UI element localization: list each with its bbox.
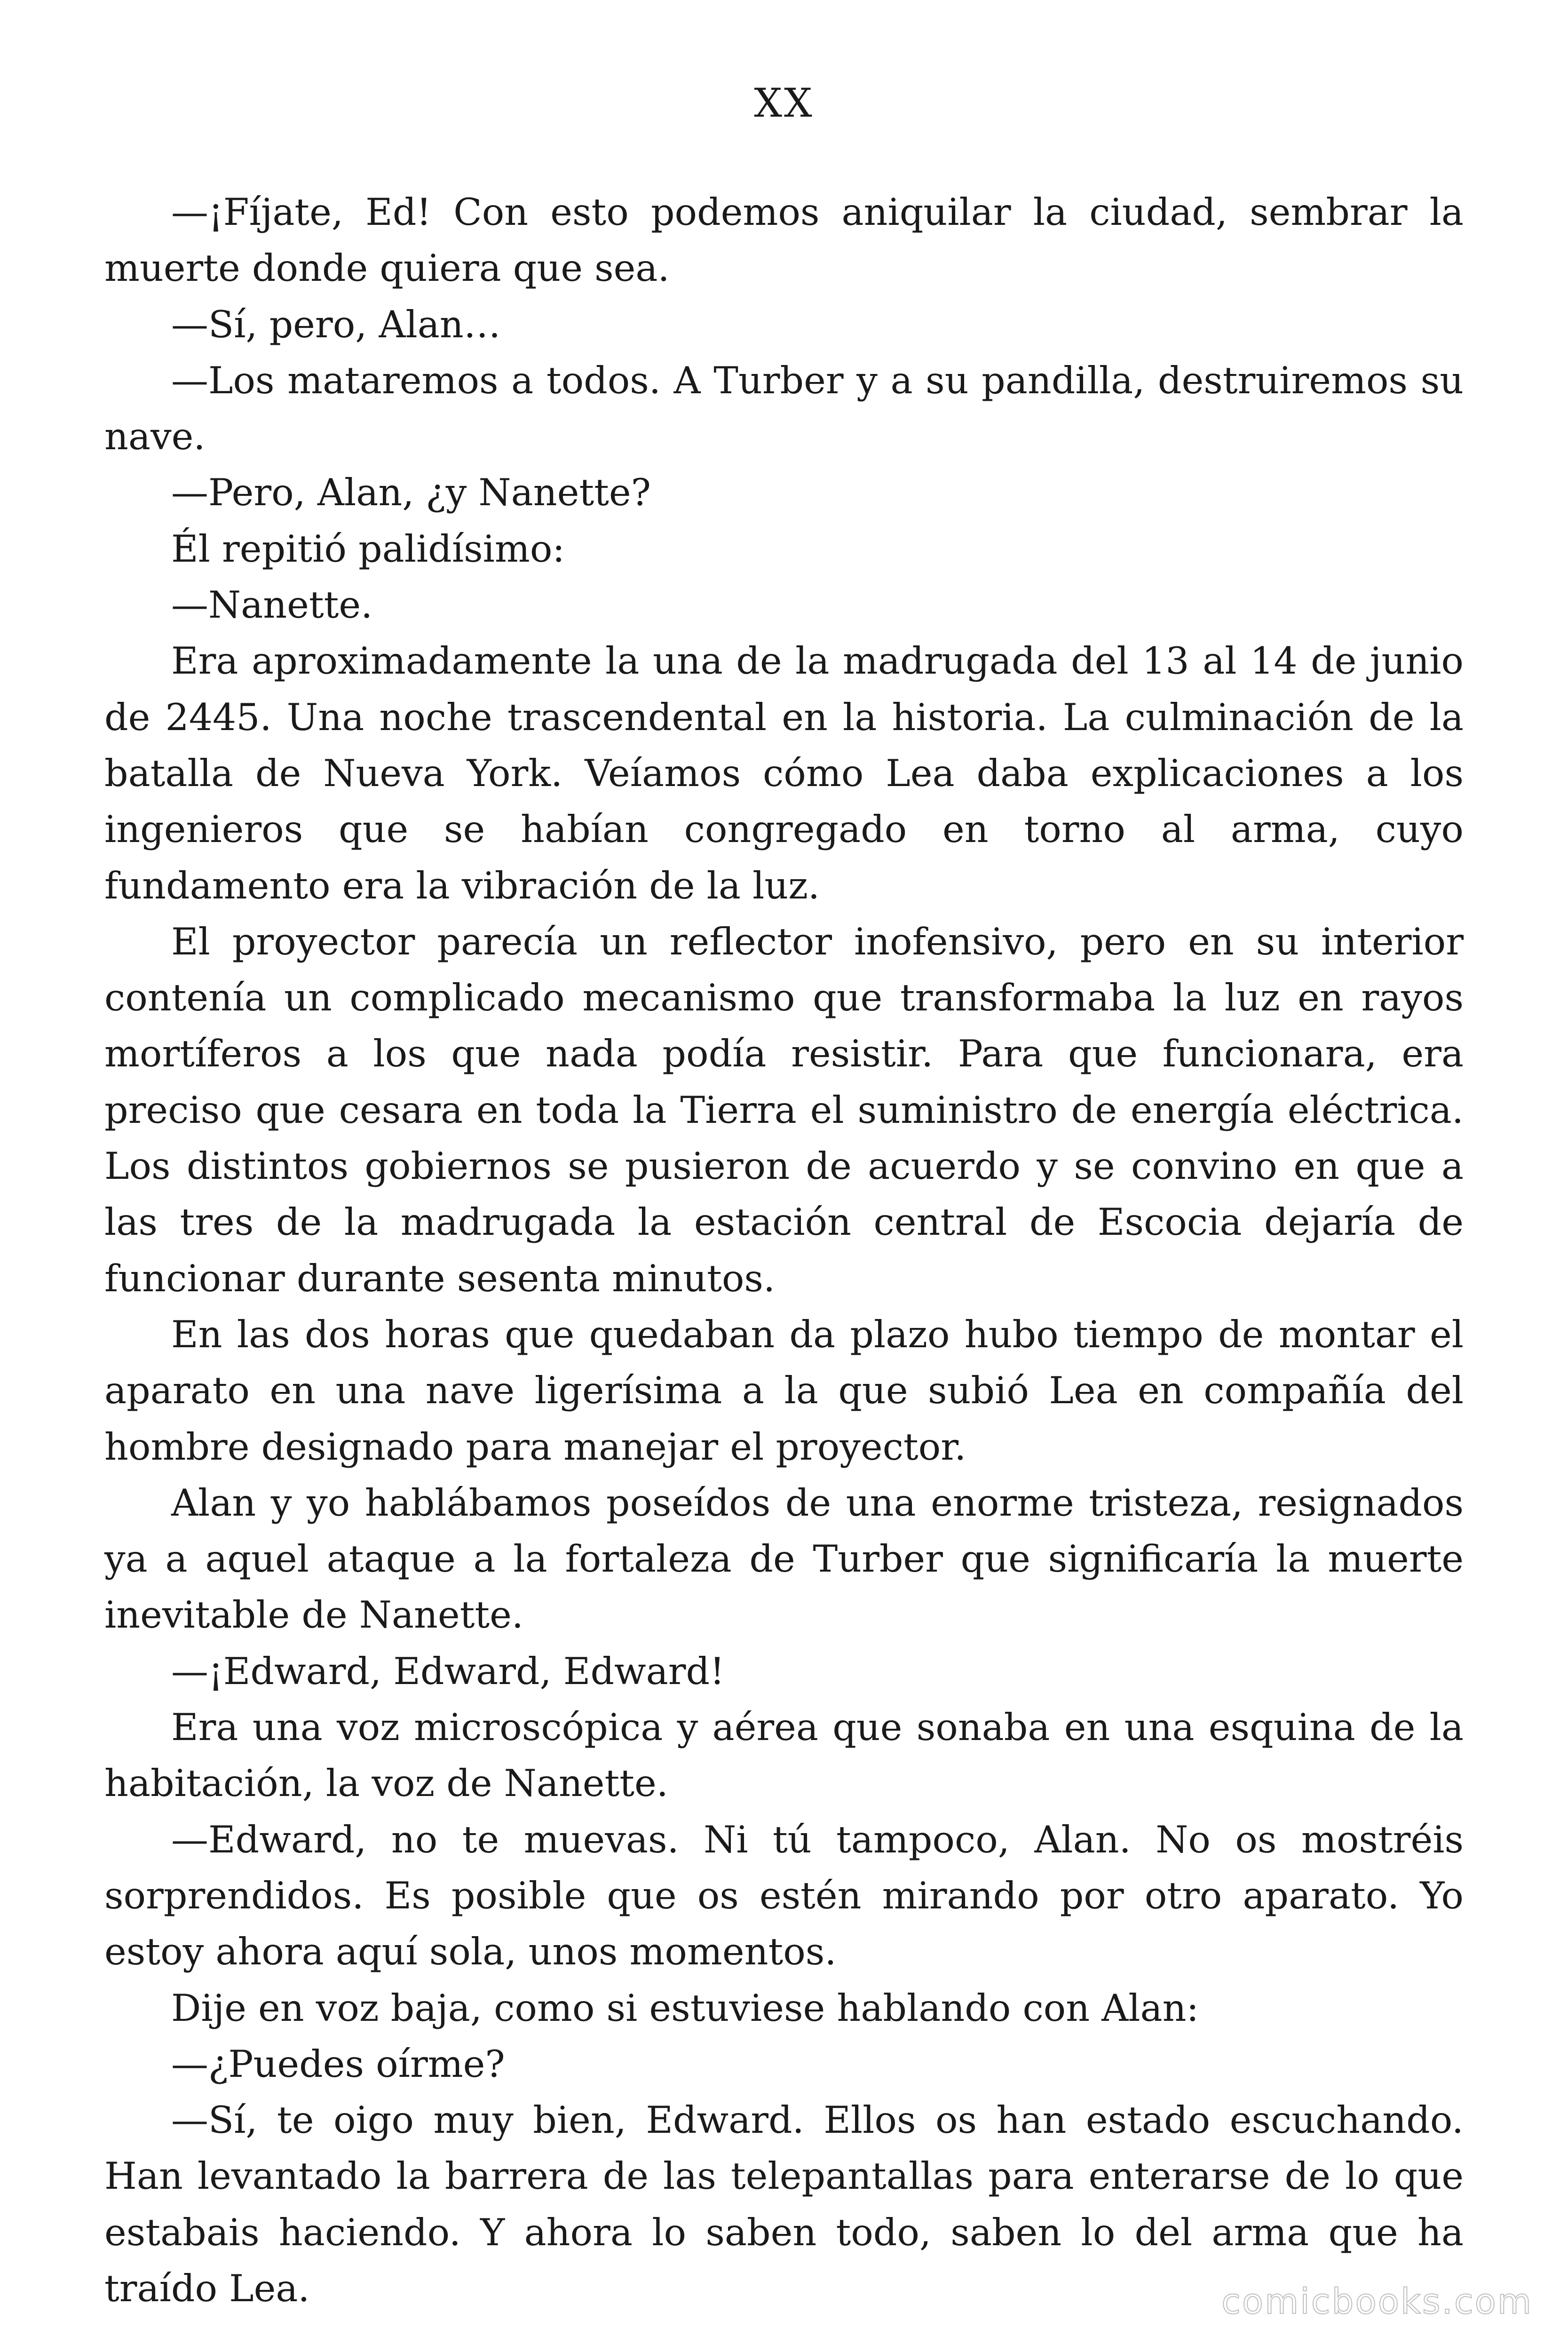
paragraph: Era aproximadamente la una de la madrugada del 13 al 14 de junio de 2445. Una noche trascendental en la historia. La culminación de la batalla de Nueva York. Veíamos cómo Lea daba explicaciones a los ingenieros que se habían congregado en torno al arma, cuyo fundamento era la vibración de la luz. xyxy=(104,639,1464,907)
paragraph: —¡Fíjate, Ed! Con esto podemos aniquilar la ciudad, sembrar la muerte donde quiera que sea. xyxy=(104,191,1464,290)
paragraph: El proyector parecía un reflector inofensivo, pero en su interior contenía un complicado mecanismo que transformaba la luz en rayos mortíferos a los que nada podía resistir. Para que funcionara, era preciso que cesara en toda la Tierra el suministro de energía eléctrica. Los distintos gobiernos se pusieron de acuerdo y se convino en que a las tres de la madrugada la estación central de Escocia dejaría de funcionar durante sesenta minutos. xyxy=(104,920,1464,1300)
paragraph: —Los mataremos a todos. A Turber y a su pandilla, destruiremos su nave. xyxy=(104,358,1464,459)
paragraph: —¡Edward, Edward, Edward! xyxy=(171,1649,725,1693)
paragraph: —Edward, no te muevas. Ni tú tampoco, Alan. No os mostréis sorprendidos. Es posible que os estén mirando por otro aparato. Yo estoy ahora aquí sola, unos momentos. xyxy=(104,1818,1464,1974)
paragraph: Alan y yo hablábamos poseídos de una enorme tristeza, resignados ya a aquel ataque a la fortaleza de Turber que significaría la muerte inevitable de Nanette. xyxy=(104,1481,1464,1637)
paragraph: —¿Puedes oírme? xyxy=(171,2042,505,2086)
paragraph: Era una voz microscópica y aérea que sonaba en una esquina de la habitación, la voz de Nanette. xyxy=(104,1706,1464,1805)
paragraph: En las dos horas que quedaban da plazo hubo tiempo de montar el aparato en una nave ligerísima a la que subió Lea en compañía del hombre designado para manejar el proyector. xyxy=(104,1312,1464,1469)
paragraph: —Sí, pero, Alan… xyxy=(171,302,501,346)
chapter-heading: XX xyxy=(754,80,814,126)
watermark: comicbooks.com xyxy=(1221,2281,1533,2322)
paragraph: —Pero, Alan, ¿y Nanette? xyxy=(171,471,651,515)
paragraph: —Sí, te oigo muy bien, Edward. Ellos os han estado escuchando. Han levantado la barrera de las telepantallas para enterarse de lo que estabais haciendo. Y ahora lo saben todo, saben lo del arma que ha traído Lea. xyxy=(104,2098,1464,2310)
body-text xyxy=(104,184,1464,2317)
paragraph: —Nanette. xyxy=(171,583,373,627)
paragraph: Dije en voz baja, como si estuviese hablando con Alan: xyxy=(171,1986,1199,2030)
paragraph: Él repitió palidísimo: xyxy=(171,527,565,571)
